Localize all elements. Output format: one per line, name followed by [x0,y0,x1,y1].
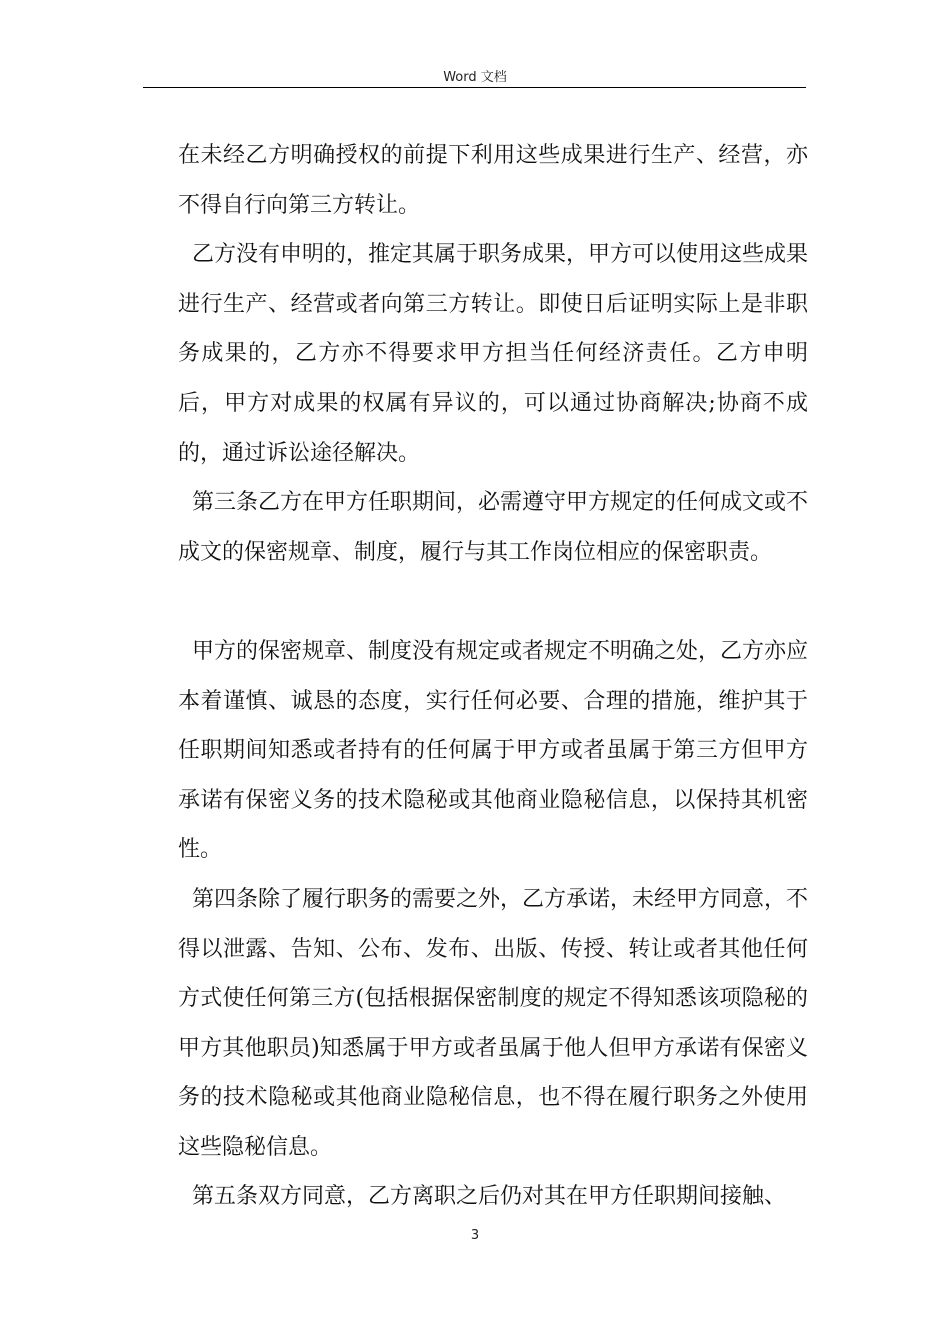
document-body [178,131,808,1222]
header-divider [143,87,806,88]
paragraph-2: 乙方没有申明的，推定其属于职务成果，甲方可以使用这些成果进行生产、经营或者向第三方转让。即使日后证明实际上是非职务成果的，乙方亦不得要求甲方担当任何经济责任。乙方申明后，甲方对成果的权属有异议的，可以通过协商解决;协商不成的，通过诉讼途径解决。 [178,242,809,466]
page-header: Word 文档 [443,70,507,85]
paragraph-1: 在未经乙方明确授权的前提下利用这些成果进行生产、经营，亦不得自行向第三方转让。 [178,143,808,218]
paragraph-6-article-five: 第五条双方同意，乙方离职之后仍对其在甲方任职期间接触、 [178,1184,787,1210]
paragraph-4: 甲方的保密规章、制度没有规定或者规定不明确之处，乙方亦应本着谨慎、诚恳的态度，实行任何必要、合理的措施，维护其于任职期间知悉或者持有的任何属于甲方或者虽属于第三方但甲方承诺有保密义务的技术隐秘或其他商业隐秘信息，以保持其机密性。 [178,638,809,863]
paragraph-5-article-four: 第四条除了履行职务的需要之外，乙方承诺，未经甲方同意，不得以泄露、告知、公布、发布、出版、传授、转让或者其他任何方式使任何第三方(包括根据保密制度的规定不得知悉该项隐秘的甲方其他职员)知悉属于甲方或者虽属于他人但甲方承诺有保密义务的技术隐秘或其他商业隐秘信息，也不得在履行职务之外使用这些隐秘信息。 [178,886,809,1160]
paragraph-3-article-three: 第三条乙方在甲方任职期间，必需遵守甲方规定的任何成文或不成文的保密规章、制度，履行与其工作岗位相应的保密职责。 [178,490,809,565]
page-number: 3 [470,1228,480,1243]
